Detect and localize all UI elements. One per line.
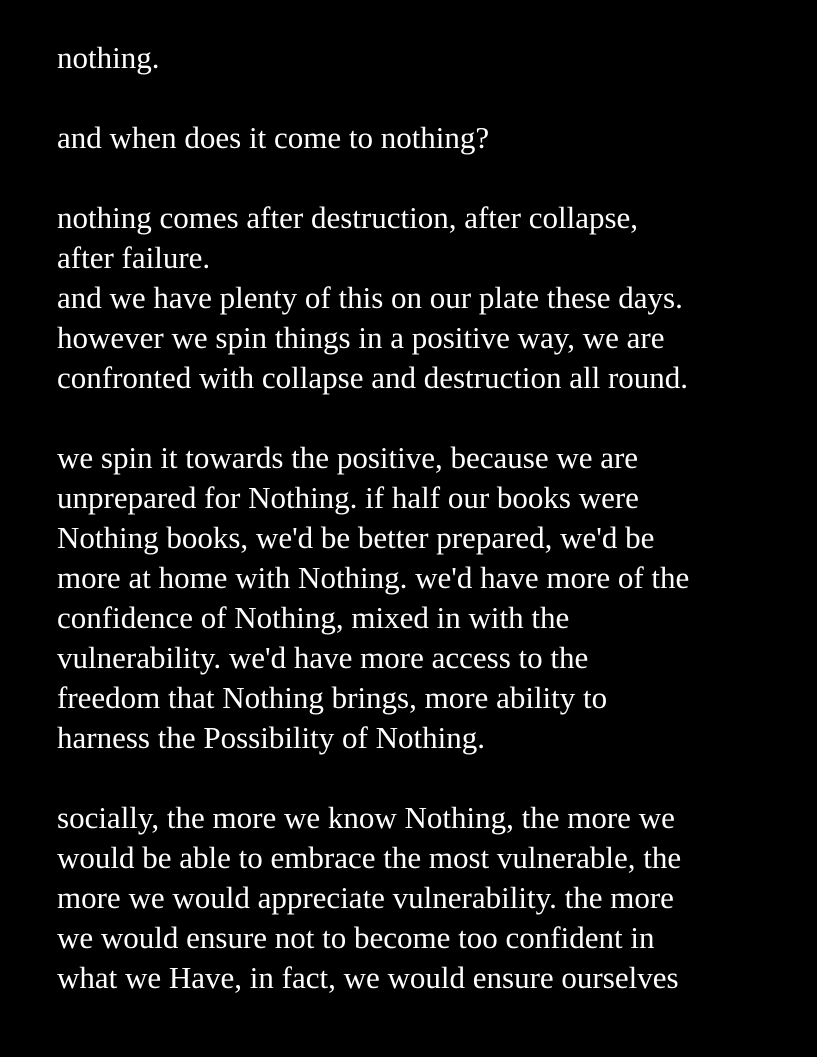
- text-line: and we have plenty of this on our plate these days.: [57, 280, 683, 315]
- text-line: more we would appreciate vulnerability. the more: [57, 880, 674, 915]
- text-line: confronted with collapse and destruction all round.: [57, 360, 689, 395]
- text-line: confidence of Nothing, mixed in with the: [57, 600, 570, 635]
- text-line: harness the Possibility of Nothing.: [57, 720, 485, 755]
- text-line: however we spin things in a positive way, we are: [57, 320, 665, 355]
- text-line: nothing.: [57, 40, 160, 75]
- text-line: unprepared for Nothing. if half our books were: [57, 480, 639, 515]
- text-line: freedom that Nothing brings, more ability to: [57, 680, 608, 715]
- text-line: we would ensure not to become too confident in: [57, 920, 655, 955]
- text-line: would be able to embrace the most vulnerable, the: [57, 840, 682, 875]
- text-line: after failure.: [57, 240, 211, 275]
- text-line: and when does it come to nothing?: [57, 120, 490, 155]
- text-line: socially, the more we know Nothing, the more we: [57, 800, 675, 835]
- text-line: what we Have, in fact, we would ensure ourselves: [57, 960, 679, 995]
- text-line: nothing comes after destruction, after collapse,: [57, 200, 639, 235]
- text-line: vulnerability. we'd have more access to the: [57, 640, 589, 675]
- text-line: more at home with Nothing. we'd have more of the: [57, 560, 690, 595]
- text-line: Nothing books, we'd be better prepared, we'd be: [57, 520, 655, 555]
- text-line: we spin it towards the positive, because we are: [57, 440, 639, 475]
